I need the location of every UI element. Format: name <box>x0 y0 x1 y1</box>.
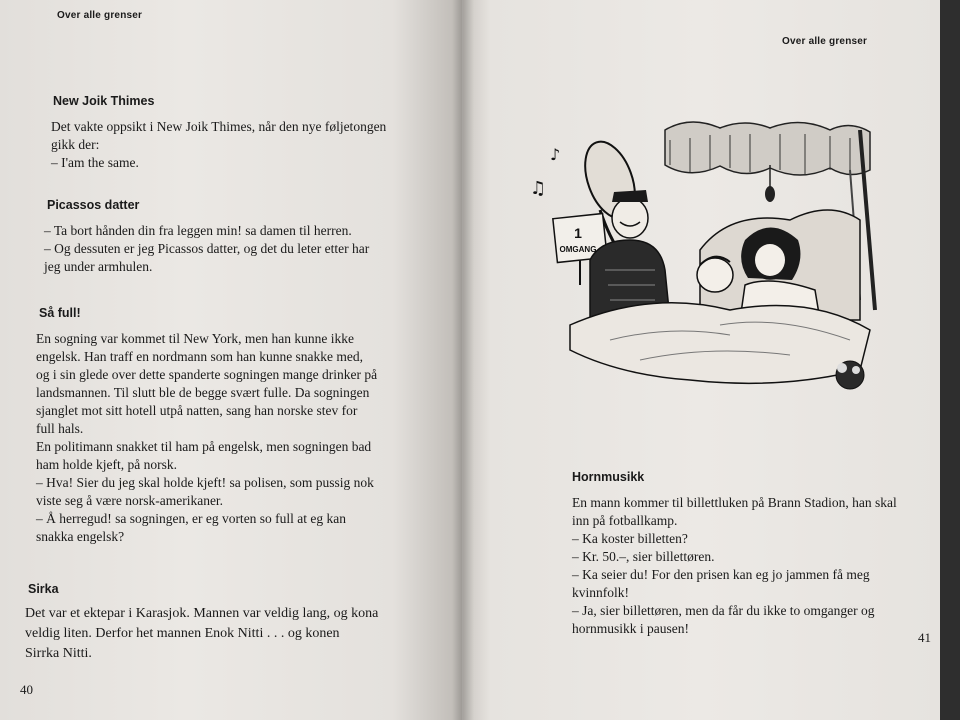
running-head-right: Over alle grenser <box>782 36 868 47</box>
cartoon-illustration <box>530 110 900 410</box>
section-body: En mann kommer til billettluken på Brann Stadion, han skal inn på fotballkamp. – Ka koster billetten? – Kr. 50.–, sier billettøren. – Ka seier du! For den prisen kan eg jo jammen få meg kvinnfolk! – Ja, sier billettøren, men da får du ikke to omganger og hornmusikk i pausen! <box>572 495 897 636</box>
section-heading: Sirka <box>28 582 59 596</box>
section-body: Det vakte oppsikt i New Joik Thimes, når den nye føljetongen gikk der: – I'am the same. <box>51 119 387 170</box>
svg-text:♫: ♫ <box>530 178 547 199</box>
section-heading: Picassos datter <box>47 198 140 212</box>
book-gutter <box>452 0 474 720</box>
running-head-left: Over alle grenser <box>57 10 143 21</box>
svg-text:♪: ♪ <box>550 145 561 164</box>
section-body: En sogning var kommet til New York, men han kunne ikke engelsk. Han traff en nordmann som han kunne snakke med, og i sin glede over dette spanderte sogningen mange drinker på landsmannen. Til slutt ble de begge svært fulle. Da sogningen sjanglet mot sitt hotell utpå natten, sang han norske stev for full hals. En politimann snakket til ham på engelsk, men sogningen bad ham holde kjeft, på norsk. – Hva! Sier du jeg skal holde kjeft! sa polisen, som pussig nok viste seg å være norsk-amerikaner. – Å herregud! sa sogningen, er eg vorten so full at eg kan snakka engelsk? <box>36 331 378 544</box>
section-heading: New Joik Thimes <box>53 94 155 108</box>
page-number-right: 41 <box>918 630 931 645</box>
left-page <box>0 0 462 720</box>
section-heading: Hornmusikk <box>572 470 645 484</box>
section-heading: Så full! <box>39 306 81 320</box>
sign-number: 1 <box>574 225 582 241</box>
sign-text: OMGANG <box>559 245 597 254</box>
section-body: – Ta bort hånden din fra leggen min! sa damen til herren. – Og dessuten er jeg Picassos datter, og det du leter etter har jeg under armhulen. <box>44 223 370 274</box>
page-number-left: 40 <box>20 682 33 697</box>
section-body: Det var et ektepar i Karasjok. Mannen var veldig lang, og kona veldig liten. Derfor het mannen Enok Nitti . . . og konen Sirrka Nitti. <box>25 606 379 661</box>
